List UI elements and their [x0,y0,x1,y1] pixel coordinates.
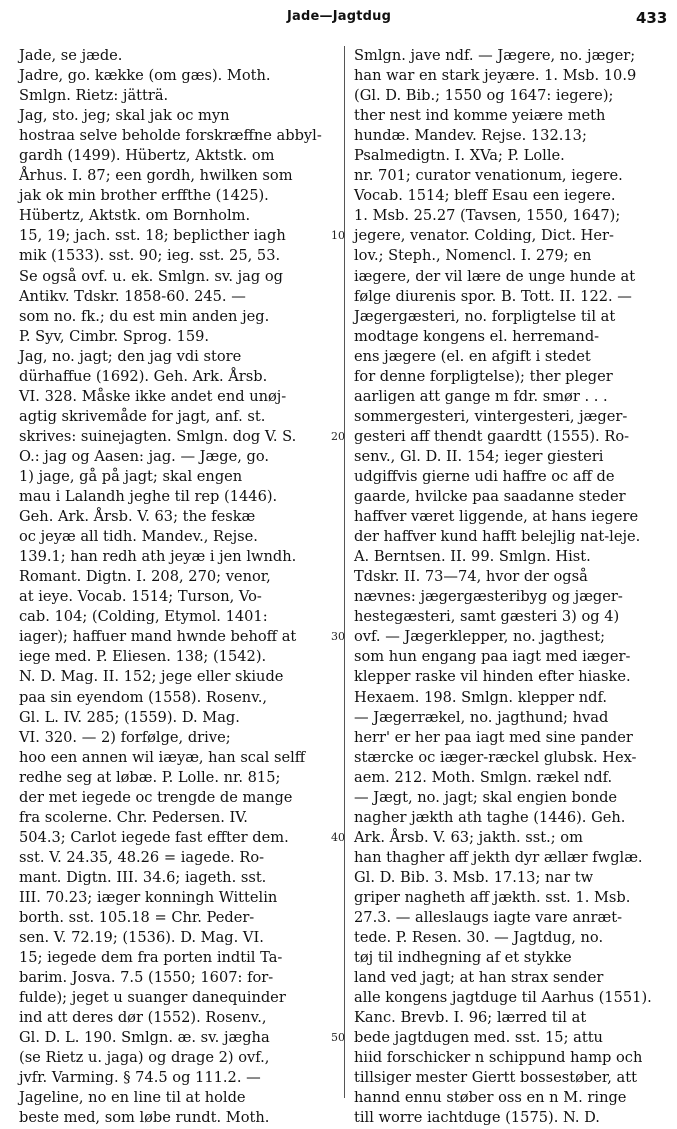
right-column-line: Kanc. Brevb. I. 96; lærred til at [354,1009,587,1027]
right-column-line: Smlgn. jave ndf. — Jægere, no. jæger; [354,47,636,64]
left-column-line: N. D. Mag. II. 152; jege eller skiude [19,668,284,686]
right-column-line: ovf. — Jægerklepper, no. jagthest; [354,628,606,646]
left-column-line: iager); haffuer mand hwnde behoff at [19,628,297,646]
left-column-line: 15, 19; jach. sst. 18; beplicther iagh [19,227,286,245]
right-column-line: alle kongens jagtduge til Aarhus (1551). [354,989,652,1007]
right-column-line: gaarde, hvilcke paa saadanne steder [354,488,626,506]
left-column-line: P. Syv, Cimbr. Sprog. 159. [19,327,210,345]
left-column-line: barim. Josva. 7.5 (1550; 1607: for- [19,969,274,987]
left-column-line: 1) jage, gå på jagt; skal engen [19,467,243,485]
left-column-line: Århus. I. 87; een gordh, hwilken som [19,167,293,185]
right-column-line: klepper raske vil hinden efter hiaske. [354,668,631,686]
left-column-line: gardh (1499). Hübertz, Aktstk. om [19,147,275,165]
right-column-line: ther nest ind komme yeiære meth [354,107,606,125]
right-column-line: Hexaem. 198. Smlgn. klepper ndf. [354,688,608,706]
left-column-line: Smlgn. Rietz: jätträ. [19,87,169,105]
left-column-line: sen. V. 72.19; (1536). D. Mag. VI. [19,929,264,947]
right-column-line: han war en stark jeyære. 1. Msb. 10.9 [354,67,637,85]
left-column-line: Jageline, no en line til at holde [19,1089,246,1107]
left-column-line: Se også ovf. u. ek. Smlgn. sv. jag og [19,267,283,285]
right-column-line: Ark. Årsb. V. 63; jakth. sst.; om [354,828,583,846]
line-number: 50 [331,1031,345,1045]
right-column-line: Jægergæsteri, no. forpligtelse til at [354,307,616,325]
left-column-line: redhe seg at løbæ. P. Lolle. nr. 815; [19,768,281,786]
right-column-line: Psalmedigtn. I. XVa; P. Lolle. [354,147,565,165]
right-column-line: senv., Gl. D. II. 154; ieger giesteri [354,447,604,465]
line-number: 40 [331,830,345,844]
left-column-line: Jag, sto. jeg; skal jak oc myn [19,107,230,125]
right-column-line: nævnes: jægergæsteribyg og jæger- [354,588,623,606]
right-column-line: gesteri aff thendt gaardtt (1555). Ro- [354,427,630,445]
right-column-line: A. Berntsen. II. 99. Smlgn. Hist. [354,548,591,566]
right-column-line: tøj til indhegning af et stykke [354,949,572,967]
left-column-line: VI. 328. Måske ikke andet end unøj- [19,387,287,405]
page-number: 433 [636,9,668,27]
right-column-line: 27.3. — alleslaugs iagte vare anræt- [354,909,623,927]
right-column-line: lov.; Steph., Nomencl. I. 279; en [354,247,592,265]
left-column-line: Romant. Digtn. I. 208, 270; venor, [19,568,271,586]
right-column-line: som hun engang paa iagt med iæger- [354,648,631,666]
left-column-line: Jadre, go. kække (om gæs). Moth. [19,67,271,85]
right-column-line: griper nagheth aff jækth. sst. 1. Msb. [354,888,631,906]
right-column-line: land ved jagt; at han strax sender [354,969,604,987]
right-column-line: — Jægerrækel, no. jagthund; hvad [354,708,609,726]
left-column-line: der met iegede oc trengde de mange [19,788,293,806]
right-column-line: 1. Msb. 25.27 (Tavsen, 1550, 1647); [354,207,621,225]
left-column-line: beste med, som løbe rundt. Moth. [19,1109,270,1127]
right-column-line: følge diurenis spor. B. Tott. II. 122. — [354,287,632,305]
right-column-line: till worre iachtduge (1575). N. D. [354,1109,600,1127]
left-column-line: hoo een annen wil iæyæ, han scal selff [19,748,306,766]
left-column-line: mau i Lalandh jeghe til rep (1446). [19,488,278,506]
right-column-line: jegere, venator. Colding, Dict. Her- [354,227,614,245]
page-header [0,0,677,34]
right-column-line: bede jagtdugen med. sst. 15; attu [354,1029,603,1047]
left-column-line: oc jeyæ all tidh. Mandev., Rejse. [19,528,258,546]
line-number: 10 [331,229,345,243]
right-column-line: stærcke oc iæger-ræckel glubsk. Hex- [354,748,637,766]
right-column [354,46,666,1129]
left-column-line: dürhaffue (1692). Geh. Ark. Årsb. [19,367,268,385]
left-column-line: Jag, no. jagt; den jag vdi store [19,347,242,365]
left-column-line: VI. 320. — 2) forfølge, drive; [19,728,231,746]
right-column-line: for denne forpligtelse); ther pleger [354,367,613,385]
right-column-line: herr' er her paa iagt med sine pander [354,728,633,746]
left-column-line: cab. 104; (Colding, Etymol. 1401: [19,608,268,626]
line-number: 30 [331,630,345,644]
right-column-line: — Jægt, no. jagt; skal engien bonde [354,788,618,806]
right-column-line: nr. 701; curator venationum, iegere. [354,167,623,185]
left-column-line: Gl. D. L. 190. Smlgn. æ. sv. jægha [19,1029,270,1047]
right-column-line: der haffver kund hafft belejlig nat-leje. [354,528,641,546]
line-number: 20 [331,429,345,443]
right-column-line: modtage kongens el. herremand- [354,327,600,345]
right-column-line: aarligen att gange m fdr. smør . . . [354,387,608,405]
left-column-line: fulde); jeget u suanger danequinder [19,989,286,1007]
right-column-line: han thagher aff jekth dyr ællær fwglæ. [354,848,643,866]
right-column-line: tede. P. Resen. 30. — Jagtdug, no. [354,929,604,947]
left-column-line: O.: jag og Aasen: jag. — Jæge, go. [19,447,270,465]
right-column-line: (Gl. D. Bib.; 1550 og 1647: iegere); [354,87,614,105]
right-column-line: ens jægere (el. en afgift i stedet [354,347,591,365]
left-column-line: mik (1533). sst. 90; ieg. sst. 25, 53. [19,247,281,265]
left-column-line: jak ok min brother erffthe (1425). [19,187,269,205]
left-column-line: III. 70.23; iæger konningh Wittelin [19,888,278,906]
left-column-line: Geh. Ark. Årsb. V. 63; the feskæ [19,508,256,526]
column-divider [344,46,345,1098]
right-column-line: sommergesteri, vintergesteri, jæger- [354,407,628,425]
right-column-line: haffver været liggende, at hans iegere [354,508,639,526]
left-column-line: som no. fk.; du est min anden jeg. [19,307,270,325]
left-column-line: 139.1; han redh ath jeyæ i jen lwndh. [19,548,297,566]
right-column-line: iægere, der vil lære de unge hunde at [354,267,636,285]
right-column-line: hestegæsteri, samt gæsteri 3) og 4) [354,608,620,626]
left-column-line: mant. Digtn. III. 34.6; iageth. sst. [19,868,267,886]
left-column-line: sst. V. 24.35, 48.26 = iagede. Ro- [19,848,265,866]
left-column-line: jvfr. Varming. § 74.5 og 111.2. — [19,1069,261,1087]
left-column-line: at ieye. Vocab. 1514; Turson, Vo- [19,588,262,606]
left-column-line: Hübertz, Aktstk. om Bornholm. [19,207,251,225]
left-column-line: 504.3; Carlot iegede fast effter dem. [19,828,289,846]
left-column-line: (se Rietz u. jaga) og drage 2) ovf., [19,1049,270,1067]
left-column-line: agtig skrivemåde for jagt, anf. st. [19,407,266,425]
right-column-line: Tdskr. II. 73—74, hvor der også [354,568,588,586]
right-column-line: Vocab. 1514; bleff Esau een iegere. [354,187,616,205]
right-column-line: hannd ennu støber oss en n M. ringe [354,1089,627,1107]
left-column-line: 15; iegede dem fra porten indtil Ta- [19,949,283,967]
right-column-line: udgiffvis gierne udi haffre oc aff de [354,467,615,485]
right-column-line: nagher jækth ath taghe (1446). Geh. [354,808,626,826]
running-head: Jade—Jagtdug [287,9,392,24]
left-column-line: iege med. P. Eliesen. 138; (1542). [19,648,267,666]
left-column-line: borth. sst. 105.18 = Chr. Peder- [19,909,255,927]
right-column-line: Gl. D. Bib. 3. Msb. 17.13; nar tw [354,868,594,886]
right-column-line: hiid forschicker n schippund hamp och [354,1049,643,1067]
left-column-line: Gl. L. IV. 285; (1559). D. Mag. [19,708,240,726]
left-column-line: hostraa selve beholde forskræffne abbyl- [19,127,322,145]
right-column-line: aem. 212. Moth. Smlgn. rækel ndf. [354,768,613,786]
right-column-line: hundæ. Mandev. Rejse. 132.13; [354,127,587,145]
left-column-line: Antikv. Tdskr. 1858-60. 245. — [19,287,246,305]
right-column-line: tillsiger mester Giertt bossestøber, att [354,1069,637,1087]
left-column [19,46,333,1129]
left-column-line: fra scolerne. Chr. Pedersen. IV. [19,808,248,826]
left-column-line: Jade, se jæde. [19,47,123,64]
left-column-line: paa sin eyendom (1558). Rosenv., [19,688,267,706]
left-column-line: ind att deres dør (1552). Rosenv., [19,1009,267,1027]
left-column-line: skrives: suinejagten. Smlgn. dog V. S. [19,427,297,445]
